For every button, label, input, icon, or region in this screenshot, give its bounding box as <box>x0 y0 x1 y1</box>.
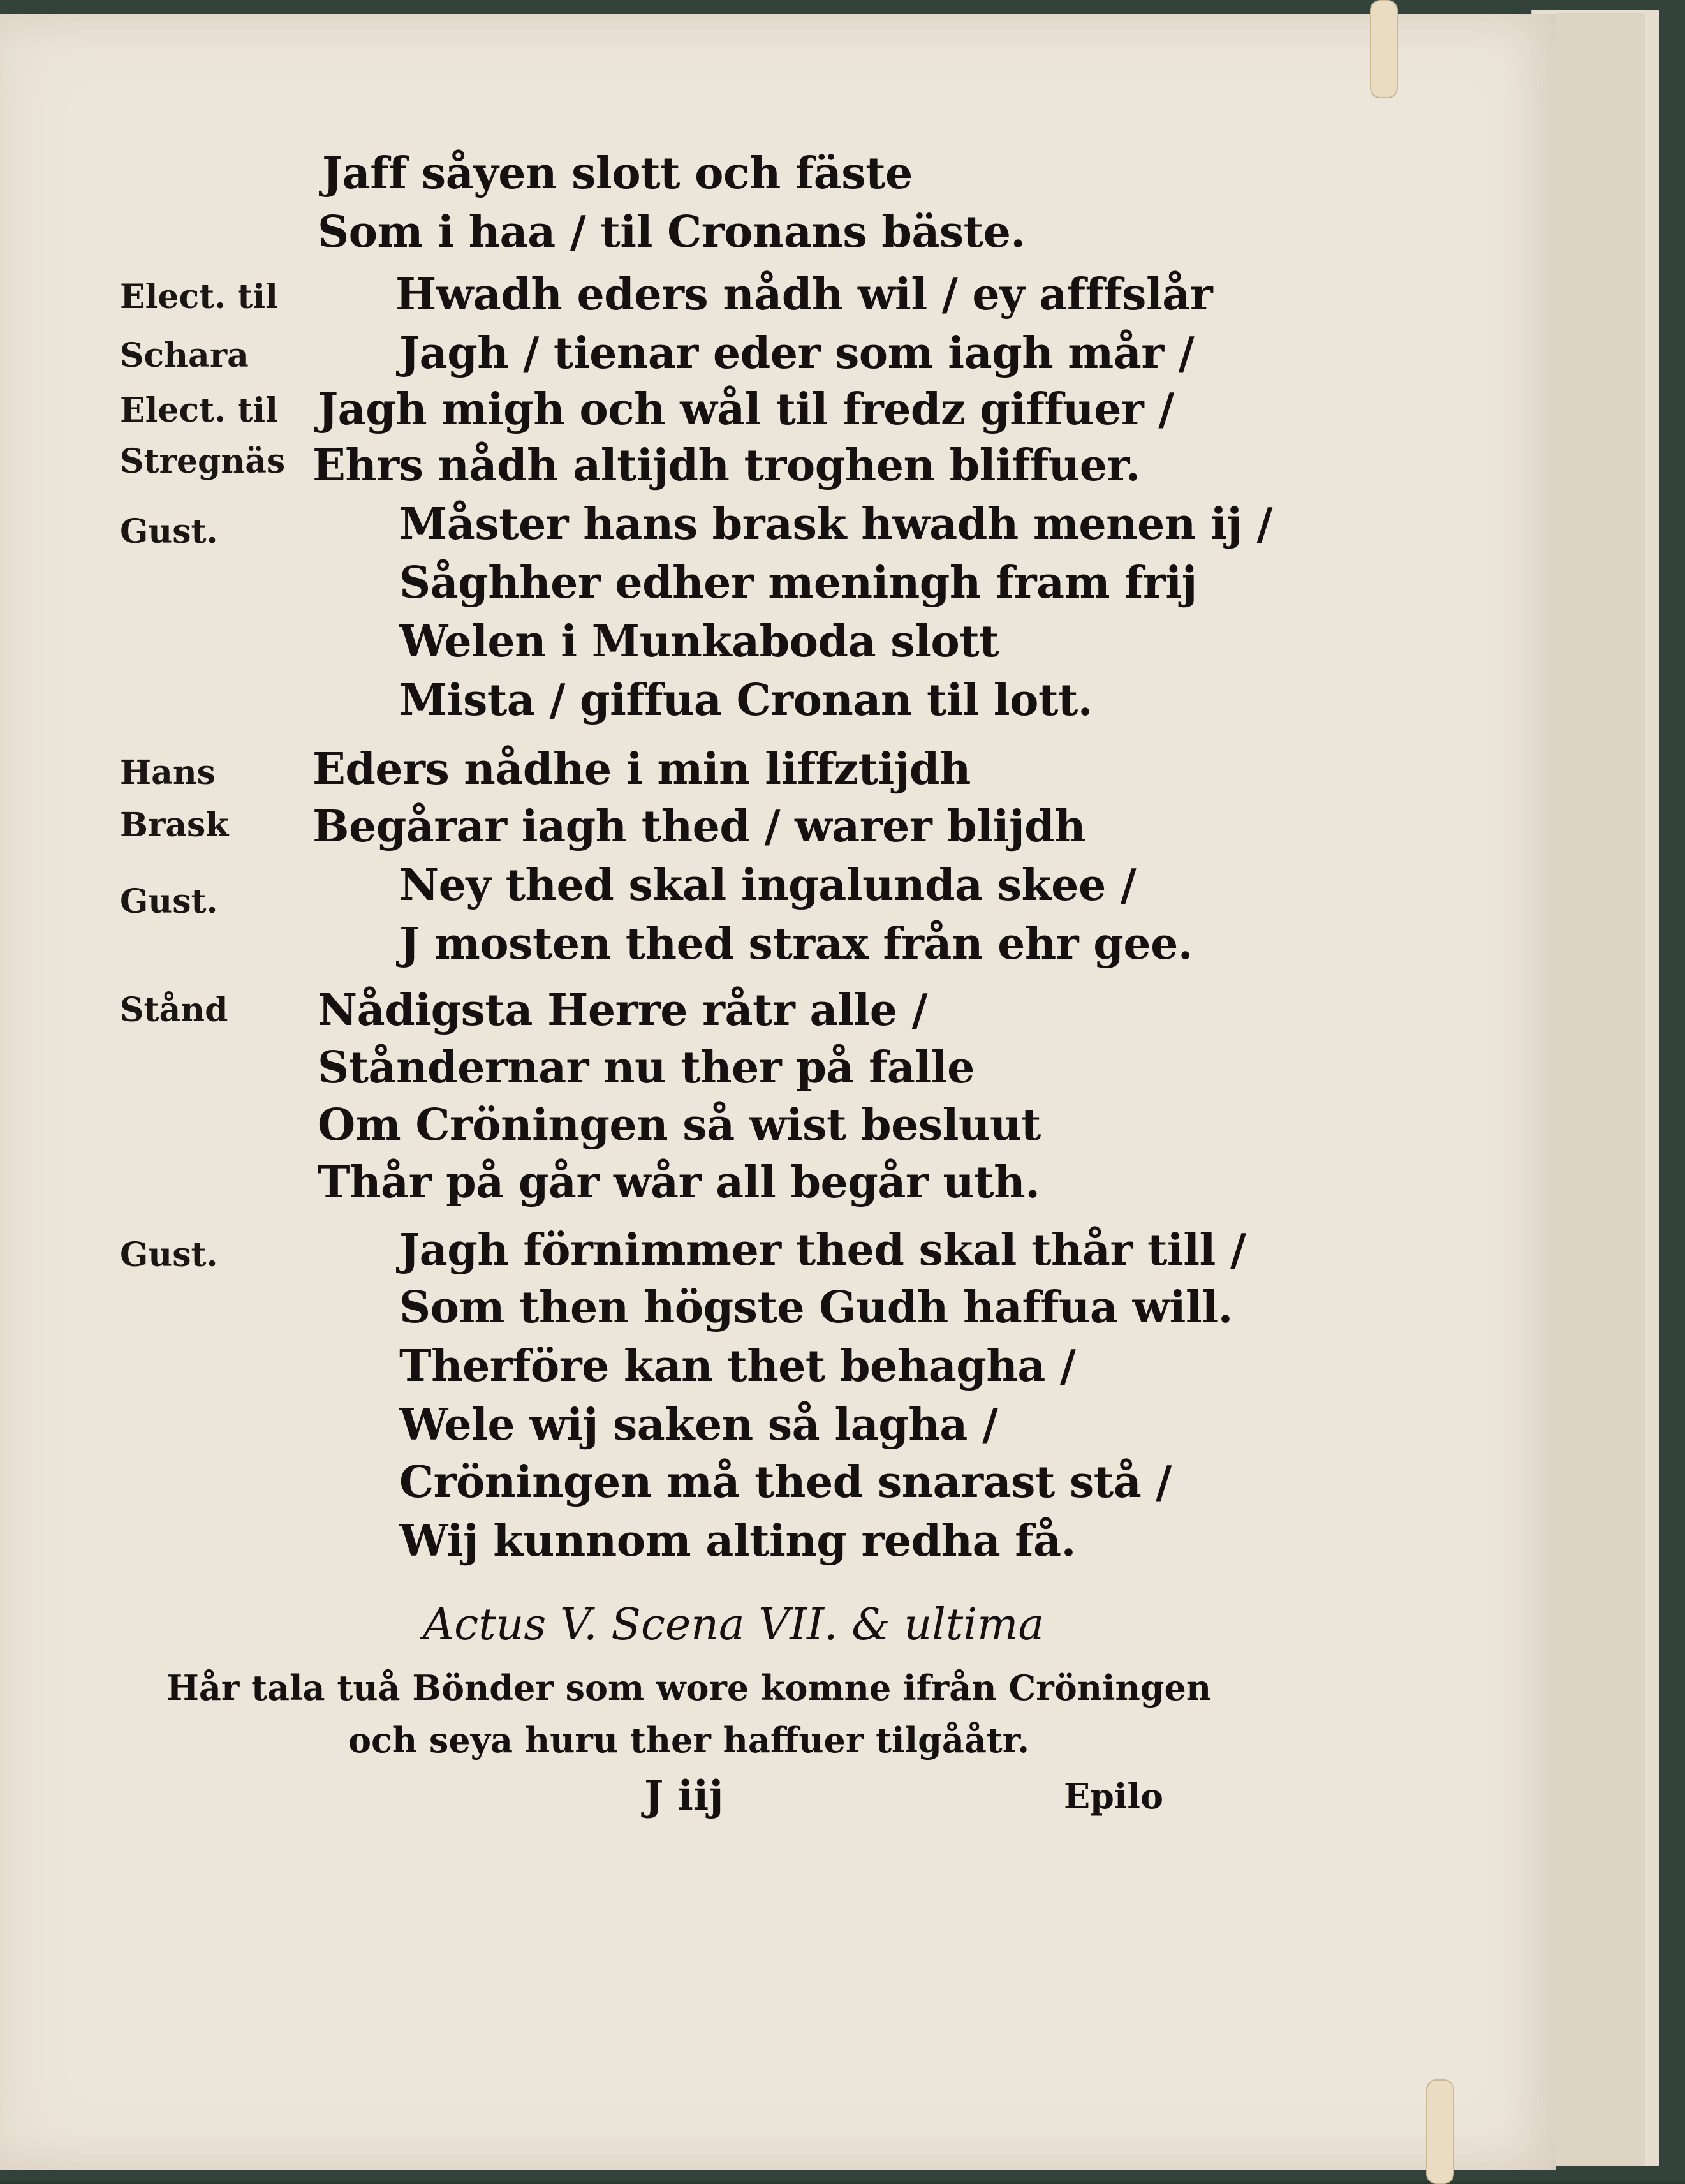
verse-line: Cröningen må thed snarast stå / <box>399 1457 1172 1508</box>
verse-line: Nådigsta Herre råtr alle / <box>318 985 927 1036</box>
verse-line: J mosten thed strax från ehr gee. <box>399 919 1193 970</box>
verse-line: Såghher edher meningh fram frij <box>399 557 1197 609</box>
verse-line: Welen i Munkaboda slott <box>399 616 999 667</box>
signature-mark: J iij <box>644 1772 724 1820</box>
verse-line: Måster hans brask hwadh menen ij / <box>399 499 1272 550</box>
verse-line: Jagh migh och wål til fredz giffuer / <box>318 384 1174 435</box>
verse-line: Wele wij saken så lagha / <box>399 1399 998 1450</box>
speaker-label: Stregnäs <box>120 442 286 481</box>
verse-line: Jagh / tienar eder som iagh mår / <box>399 328 1195 379</box>
verse-line: Ehrs nådh altijdh troghen bliffuer. <box>313 440 1140 491</box>
verse-line: Begårar iagh thed / warer blijdh <box>313 801 1086 852</box>
verse-line: Ney thed skal ingalunda skee / <box>399 860 1137 911</box>
speaker-label: Brask <box>120 806 229 845</box>
verse-line: Jaff såyen slott och fäste <box>322 148 913 199</box>
speaker-label: Schara <box>120 336 249 375</box>
scene-description-line: och seya huru ther haffuer tilgååtr. <box>348 1720 1030 1760</box>
speaker-label: Elect. til <box>120 391 278 430</box>
speaker-label: Stånd <box>120 991 228 1029</box>
speaker-label: Gust. <box>120 512 218 551</box>
verse-line: Jagh förnimmer thed skal thår till / <box>399 1225 1246 1276</box>
verse-line: Eders nådhe i min liffztijdh <box>313 744 971 795</box>
speaker-label: Gust. <box>120 882 218 921</box>
verse-line: Hwadh eders nådh wil / ey afffslår <box>395 269 1213 320</box>
verse-line: Therföre kan thet behagha / <box>399 1341 1076 1392</box>
page-tab-bottom <box>1426 2079 1454 2184</box>
verse-line: Mista / giffua Cronan til lott. <box>399 675 1093 726</box>
act-heading: Actus V. Scena VII. & ultima <box>423 1600 1044 1650</box>
scene-description-line: Hår tala tuå Bönder som wore komne ifrån Cröningen <box>166 1667 1212 1708</box>
verse-line: Som then högste Gudh haffua will. <box>399 1282 1233 1333</box>
catchword: Epilo <box>1064 1776 1163 1817</box>
speaker-label: Gust. <box>120 1236 218 1274</box>
speaker-label: Hans <box>120 753 216 792</box>
speaker-label: Elect. til <box>120 277 278 316</box>
verse-line: Som i haa / til Cronans bäste. <box>318 207 1026 258</box>
page-tab-top <box>1370 0 1398 98</box>
verse-line: Om Cröningen så wist besluut <box>318 1100 1041 1151</box>
verse-line: Wij kunnom alting redha få. <box>399 1516 1076 1567</box>
verse-line: Ståndernar nu ther på falle <box>318 1042 975 1093</box>
next-page-edge-inner <box>1556 13 1645 2166</box>
verse-line: Thår på går wår all begår uth. <box>318 1157 1040 1208</box>
